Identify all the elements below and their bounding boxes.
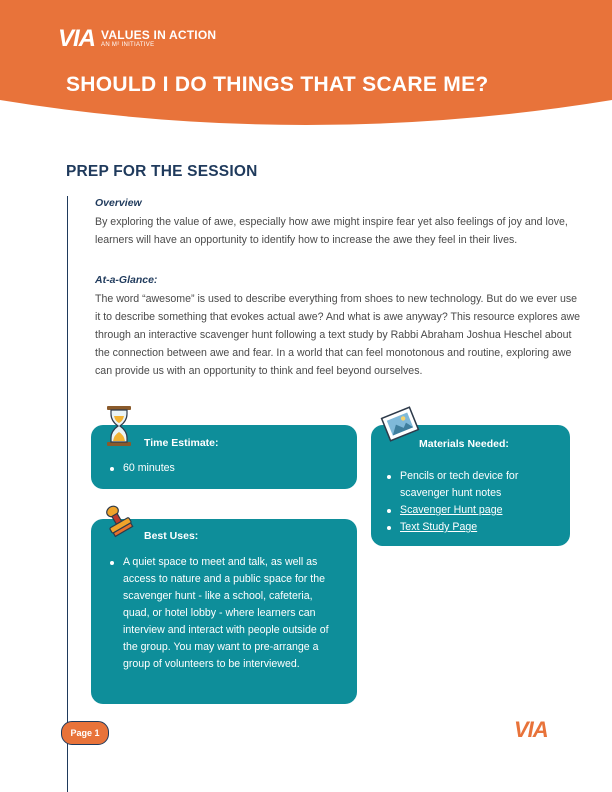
picture-frame-icon [380, 404, 420, 449]
section-title: PREP FOR THE SESSION [66, 163, 258, 180]
page-title: SHOULD I DO THINGS THAT SCARE ME? [66, 73, 489, 96]
stamp-icon [100, 503, 136, 544]
best-uses-title: Best Uses: [144, 530, 199, 542]
best-uses-list [109, 554, 331, 673]
header-orange-shape [0, 0, 612, 135]
logo-subtitle: AN M² INITIATIVE [101, 42, 155, 48]
glance-heading: At-a-Glance: [95, 274, 158, 286]
best-uses-card [91, 519, 357, 704]
list-item: A quiet space to meet and talk, as well as access to nature and a public space for the scavenger hunt - like a school, cafeteria, quad, or hotel lobby - where learners can interview and interact with people outside of the group. You may want to pre-arrange a group of volunteers to be interviewed. [109, 554, 331, 673]
scavenger-hunt-link[interactable]: Scavenger Hunt page [386, 502, 556, 519]
left-rule-divider [67, 196, 68, 792]
materials-title: Materials Needed: [419, 438, 509, 450]
time-estimate-list [109, 460, 339, 477]
hourglass-icon [104, 404, 134, 453]
logo-title: VALUES IN ACTION [101, 28, 217, 42]
materials-list [386, 468, 556, 536]
glance-text: The word “awesome” is used to describe everything from shoes to new technology. But do we ever use it to describe something that evokes actual awe? And what is awe anyway? This resource explores awe through an interactive scavenger hunt following a text study by Rabbi Abraham Joshua Heschel about the connection between awe and fear. In a world that can feel monotonous and routine, exploring awe can provide us with an opportunity to think and feel beyond ourselves. [95, 293, 581, 377]
via-logo [58, 27, 216, 51]
overview-text: By exploring the value of awe, especially how awe might inspire fear yet also feelings of joy and love, learners will have an opportunity to identify how to increase the awe they feel in their lives. [95, 216, 568, 246]
list-item: 60 minutes [109, 460, 339, 477]
text-study-link[interactable]: Text Study Page [386, 519, 556, 536]
page-header [0, 0, 612, 135]
footer-via-logo: VIA [514, 717, 548, 742]
time-estimate-title: Time Estimate: [144, 437, 219, 449]
overview-heading: Overview [95, 197, 142, 209]
page-number-badge: Page 1 [61, 721, 109, 745]
via-logo-mark: VIA [58, 25, 96, 52]
list-item: Pencils or tech device for scavenger hunt notes [386, 468, 556, 502]
